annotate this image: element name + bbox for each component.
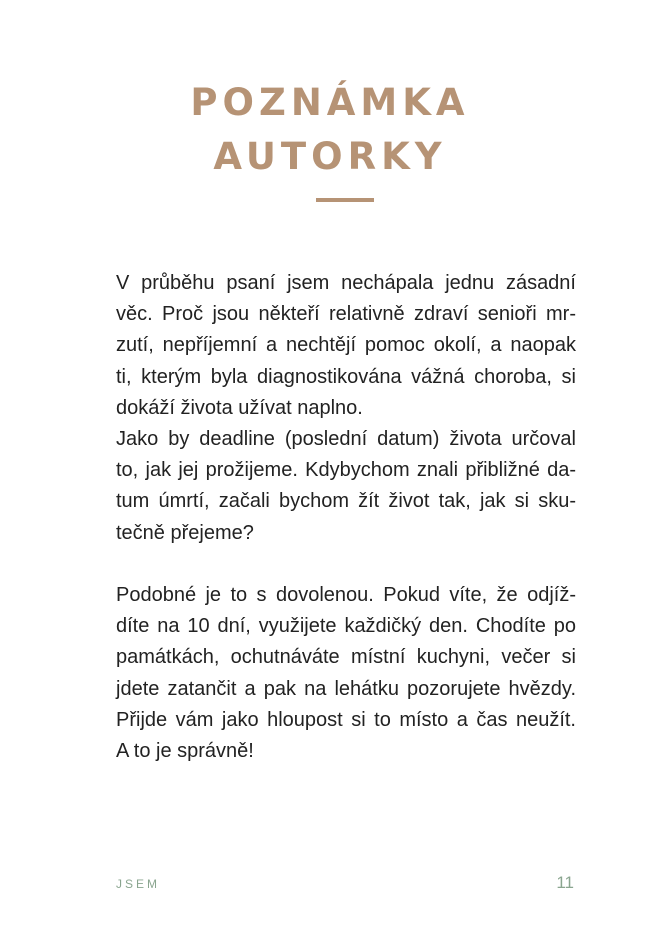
text-line: Jako by deadline (poslední datum) života určoval [116,428,576,451]
running-title: JSEM [116,877,161,891]
text-line: Přijde vám jako hloupost si to místo a čas neužít. [116,708,576,731]
paragraph-3 [116,580,576,767]
page-title [0,76,660,184]
text-line: dokáží života užívat naplno. [116,396,363,419]
text-line: tum úmrtí, začali bychom žít život tak, jak si sku- [116,490,576,513]
text-line: věc. Proč jsou někteří relativně zdraví senioři mr- [116,303,576,326]
page-number: 11 [556,873,574,892]
text-line: zutí, nepříjemní a nechtějí pomoc okolí, a naopak [116,334,576,357]
page-title-line-1: POZNÁMKA [190,81,470,124]
paragraph-2 [116,424,576,549]
title-underline [316,198,374,202]
text-line: díte na 10 dní, využijete každičký den. Chodíte po [116,615,576,638]
body-text [116,268,576,767]
text-line: to, jak jej prožijeme. Kdybychom znali přibližné da- [116,459,576,482]
text-line: památkách, ochutnáváte místní kuchyni, večer si [116,646,576,669]
text-line: ti, kterým byla diagnostikována vážná choroba, si [116,365,576,388]
text-line: jdete zatančit a pak na lehátku pozorujete hvězdy. [116,677,576,700]
text-line: V průběhu psaní jsem nechápala jednu zásadní [116,272,576,294]
text-line: A to je správně! [116,740,254,763]
page-title-line-2: AUTORKY [213,135,447,178]
paragraph-1 [116,268,576,424]
paragraph-gap [116,549,576,580]
text-line: Podobné je to s dovolenou. Pokud víte, že odjíž- [116,584,576,607]
text-line: tečně přejeme? [116,521,254,544]
